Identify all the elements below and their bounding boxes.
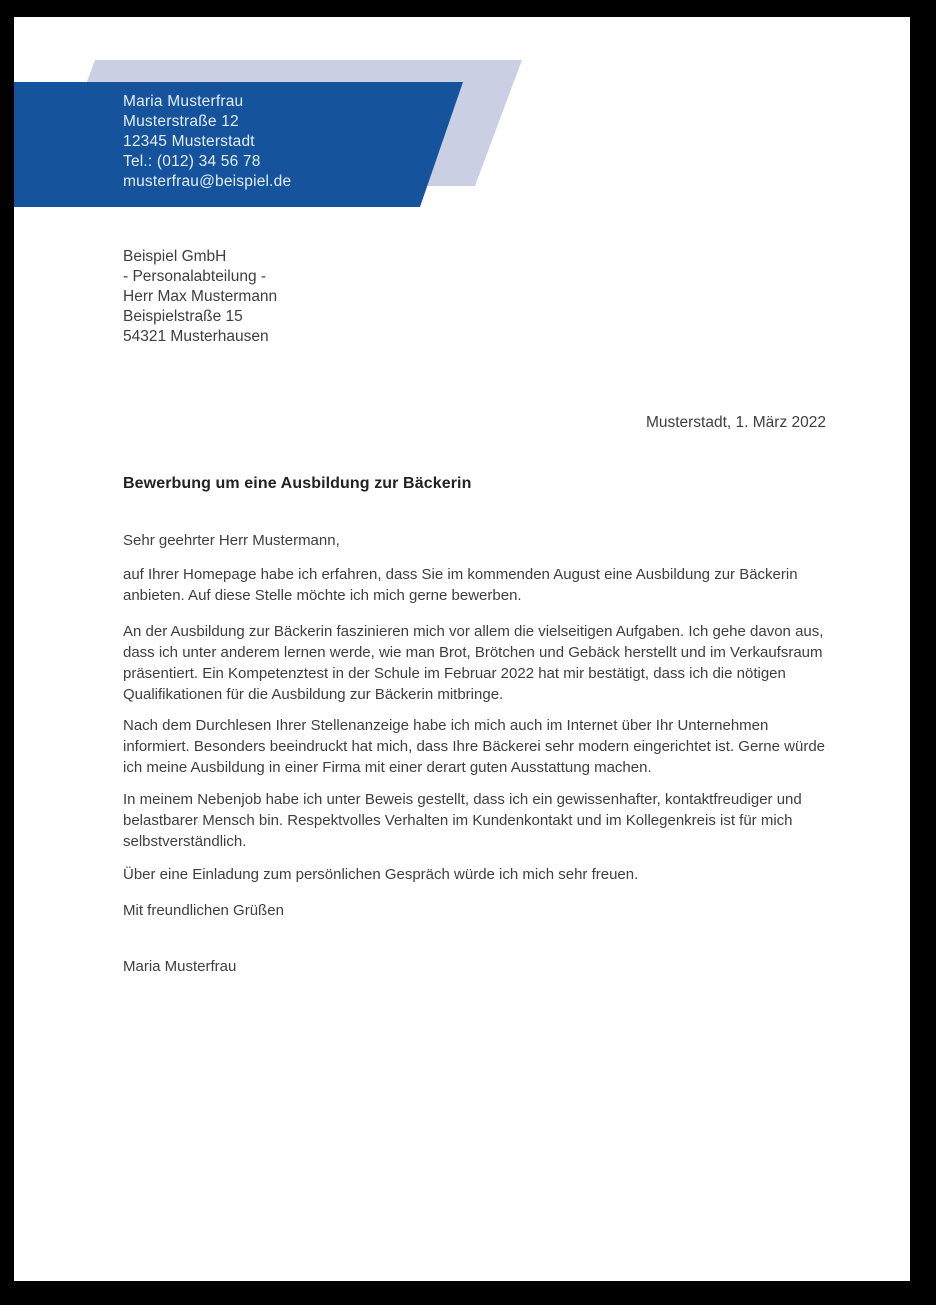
- body-paragraph: Nach dem Durchlesen Ihrer Stellenanzeige habe ich mich auch im Internet über Ihr Unternehmen informiert. Besonders beeindruckt hat mich, dass Ihre Bäckerei sehr modern eingerichtet ist. Gerne würde ich meine Ausbildung in einer Firma mit einer derart guten Ausstattung machen.: [123, 717, 825, 776]
- recipient-address-block: [123, 247, 277, 347]
- sender-name: Maria Musterfrau: [123, 93, 244, 110]
- recipient-street: Beispielstraße 15: [123, 308, 243, 325]
- sender-street: Musterstraße 12: [123, 113, 239, 130]
- recipient-company: Beispiel GmbH: [123, 248, 227, 265]
- signature-name: Maria Musterfrau: [123, 958, 237, 975]
- salutation: Sehr geehrter Herr Mustermann,: [123, 532, 340, 549]
- recipient-department: - Personalabteilung -: [123, 268, 267, 285]
- sender-email: musterfrau@beispiel.de: [123, 173, 292, 190]
- body-paragraph: Über eine Einladung zum persönlichen Gespräch würde ich mich sehr freuen.: [123, 866, 639, 883]
- date-line: Musterstadt, 1. März 2022: [645, 414, 826, 431]
- body-paragraph: In meinem Nebenjob habe ich unter Beweis gestellt, dass ich ein gewissenhafter, kontaktfreudiger und belastbarer Mensch bin. Respektvolles Verhalten im Kundenkontakt und im Kollegenkreis ist für mich selbstverständlich.: [123, 791, 802, 850]
- sender-city: 12345 Musterstadt: [123, 133, 255, 150]
- body-paragraph: An der Ausbildung zur Bäckerin faszinieren mich vor allem die vielseitigen Aufgaben. Ich gehe davon aus, dass ich unter anderem lernen werde, wie man Brot, Brötchen und Gebäck herstellt und im Verkaufsraum präsentiert. Ein Kompetenztest in der Schule im Februar 2022 hat mir bestätigt, dass ich die nötigen Qualifikationen für die Ausbildung zur Bäckerin mitbringe.: [123, 623, 824, 703]
- closing-formula: Mit freundlichen Grüßen: [123, 902, 284, 919]
- sender-phone: Tel.: (012) 34 56 78: [123, 153, 261, 170]
- body-paragraph: auf Ihrer Homepage habe ich erfahren, dass Sie im kommenden August eine Ausbildung zur Bäckerin anbieten. Auf diese Stelle möchte ich mich gerne bewerben.: [123, 566, 798, 604]
- sender-contact-block: [123, 92, 291, 192]
- subject-line: Bewerbung um eine Ausbildung zur Bäckerin: [123, 475, 472, 492]
- recipient-city: 54321 Musterhausen: [123, 328, 269, 345]
- recipient-contact-person: Herr Max Mustermann: [123, 288, 278, 305]
- letter-page: [14, 17, 910, 1281]
